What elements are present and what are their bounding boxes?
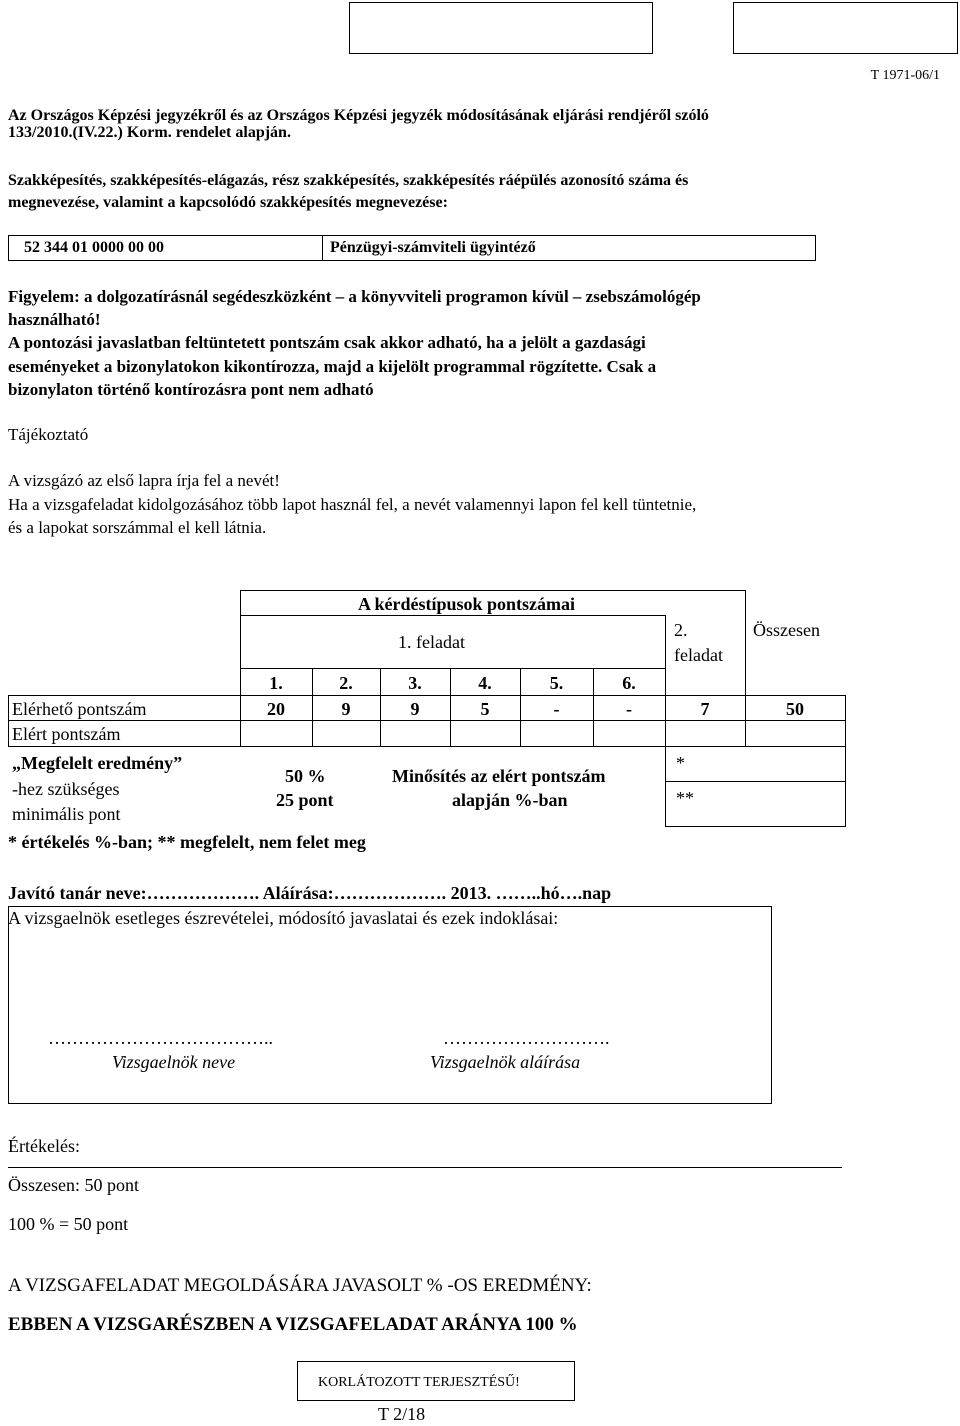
tbl-h6 [8, 746, 846, 747]
pass-percent: 50 % [285, 766, 326, 786]
notice-line4: eseményeket a bizonylatokon kikontírozza, majd a kijelölt programmal rögzítette. Csak a [8, 357, 657, 376]
legal-basis-line2: 133/2010.(IV.22.) Korm. rendelet alapján. [8, 124, 291, 141]
description-line1: Szakképesítés, szakképesítés-elágazás, rész szakképesítés, szakképesítés ráépülés azonosító száma és [8, 172, 689, 189]
evaluation-rule [8, 1167, 842, 1168]
qualification-name: Pénzügyi-számviteli ügyintéző [330, 239, 536, 256]
comments-box [8, 906, 772, 1104]
qualification-code: 52 344 01 0000 00 00 [24, 239, 164, 256]
task2-header-line1: 2. [674, 620, 688, 640]
available-value: - [553, 699, 560, 719]
teacher-signature-line: Javító tanár neve:………………. Aláírása:………………. 2013. ……..hó….nap [8, 883, 612, 903]
pass-label-line1: „Megfelelt eredmény” [12, 753, 183, 773]
available-value: 5 [480, 699, 490, 719]
pass-label-line3: minimális pont [12, 804, 121, 824]
subcol-3: 3. [408, 673, 422, 693]
available-value: 9 [341, 699, 351, 719]
subcol-2: 2. [339, 673, 353, 693]
rating-line2: alapján %-ban [452, 790, 568, 810]
pass-points: 25 pont [276, 790, 334, 810]
president-signature-label: Vizsgaelnök aláírása [430, 1052, 581, 1072]
task-proportion: EBBEN A VIZSGARÉSZBEN A VIZSGAFELADAT ARÁNYA 100 % [8, 1314, 578, 1335]
table-footnote: * értékelés %-ban; ** megfelelt, nem felet meg [8, 832, 366, 852]
name-dots: ……………………………….. [48, 1028, 273, 1048]
tbl-v-label [240, 590, 241, 746]
evaluation-ratio: 100 % = 50 pont [8, 1214, 129, 1234]
rating-star1: * [676, 753, 685, 773]
notice-line1: Figyelem: a dolgozatírásnál segédeszközként – a könyvviteli programon kívül – zsebszámológép [8, 287, 701, 306]
subcol-6: 6. [622, 673, 636, 693]
tbl-v-total [745, 590, 746, 746]
available-value: 7 [700, 699, 710, 719]
tbl-h8 [665, 826, 846, 827]
available-value: 20 [267, 699, 285, 719]
tbl-v-right [845, 695, 846, 826]
legal-basis-line1: Az Országos Képzési jegyzékről és az Országos Képzési jegyzék módosításának eljárási rendjéről szóló [8, 107, 709, 124]
restricted-label: KORLÁTOZOTT TERJESZTÉSŰ! [318, 1375, 520, 1390]
info-line2: Ha a vizsgafeladat kidolgozásához több lapot használ fel, a nevét valamennyi lapon fel kell tüntetnie, [8, 495, 697, 514]
comments-label: A vizsgaelnök esetleges észrevételei, módosító javaslatai és ezek indoklásai: [8, 908, 559, 928]
tbl-v-left [8, 695, 9, 746]
achieved-points-label: Elért pontszám [12, 724, 121, 744]
signature-dots: ………………………. [443, 1028, 610, 1048]
header-box-right [733, 2, 958, 54]
notice-line5: bizonylaton történő kontírozásra pont nem adható [8, 380, 374, 399]
tbl-h1 [240, 590, 745, 591]
available-value: - [626, 699, 632, 719]
tbl-h4 [8, 695, 846, 696]
subcol-4: 4. [478, 673, 492, 693]
page-number: T 2/18 [378, 1404, 426, 1424]
evaluation-title: Értékelés: [8, 1136, 80, 1156]
president-name-label: Vizsgaelnök neve [112, 1052, 236, 1072]
pass-label-line2: -hez szükséges [12, 779, 120, 799]
info-line3: és a lapokat sorszámmal el kell látnia. [8, 518, 267, 537]
task2-header-line2: feladat [674, 645, 723, 665]
description-line2: megnevezése, valamint a kapcsolódó szakképesítés megnevezése: [8, 194, 448, 211]
tbl-h3 [240, 668, 665, 669]
notice-line3: A pontozási javaslatban feltüntetett pontszám csak akkor adható, ha a jelölt a gazdasági [8, 333, 646, 352]
info-line1: A vizsgázó az első lapra írja fel a nevét! [8, 471, 280, 490]
subcol-1: 1. [269, 673, 283, 693]
rating-star2: ** [676, 788, 694, 808]
total-header: Összesen [753, 620, 820, 640]
subcol-5: 5. [549, 673, 564, 693]
evaluation-total: Összesen: 50 pont [8, 1175, 139, 1195]
notice-line2: használható! [8, 310, 101, 329]
info-title: Tájékoztató [8, 425, 89, 444]
header-box-left [349, 2, 653, 54]
question-types-header: A kérdéstípusok pontszámai [358, 594, 576, 614]
available-points-label: Elérhető pontszám [12, 699, 147, 719]
tbl-h7 [665, 781, 846, 782]
suggested-result: A VIZSGAFELADAT MEGOLDÁSÁRA JAVASOLT % -OS EREDMÉNY: [8, 1275, 592, 1296]
document-code: T 1971-06/1 [870, 68, 940, 83]
task1-header: 1. feladat [398, 632, 465, 652]
available-value: 9 [410, 699, 420, 719]
rating-line1: Minősítés az elért pontszám [392, 766, 606, 786]
qualification-divider [322, 235, 323, 261]
available-value: 50 [786, 699, 804, 719]
